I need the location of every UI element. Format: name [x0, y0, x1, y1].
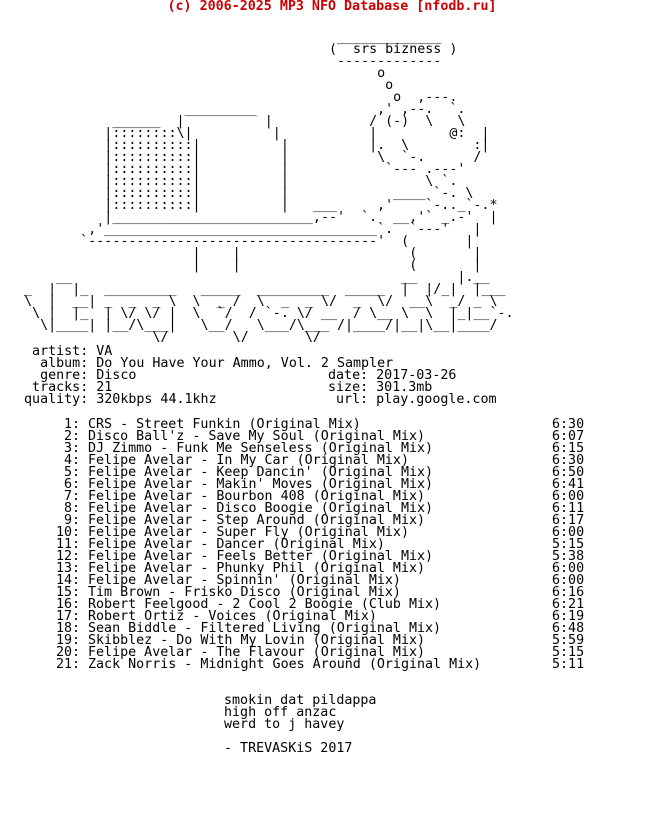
ascii-art-line: _ | |_ _________ _____ _________ _____ | |/_| |___: [8, 282, 506, 297]
track-title: Felipe Avelar - Step Around (Original Mix): [88, 513, 426, 528]
track-number: 5:: [56, 465, 81, 480]
track-time: 5:15: [552, 645, 585, 660]
nfodb-header: (c) 2006-2025 MP3 NFO Database [nfodb.ru]: [167, 0, 497, 14]
ascii-art-line: o: [8, 66, 386, 81]
ascii-art-line: \ | __| _ _ _ \ \ _ / \ _ _ \/ _ \/ __\ _/ _ \: [8, 294, 498, 309]
track-number: 13:: [56, 561, 81, 576]
track-time: 6:15: [552, 441, 585, 456]
track-time: 6:17: [552, 513, 585, 528]
ascii-art-line: ______ | | / (-) \ \: [8, 114, 466, 129]
ascii-art-line: |::::::::::| | \ `-. /: [8, 150, 482, 165]
track-title: Disco Ball'z - Save My Soul (Original Mix): [88, 429, 426, 444]
ascii-art-line: |::::::::::| | |. \ :|: [8, 138, 490, 153]
track-number: 20:: [56, 645, 81, 660]
ascii-art-line: o: [8, 78, 394, 93]
info-field: tracks: 21: [16, 380, 113, 395]
track-time: 6:07: [552, 429, 585, 444]
track-number: 11:: [56, 537, 81, 552]
track-number: 8:: [56, 501, 81, 516]
track-time: 6:00: [552, 525, 585, 540]
track-number: 7:: [56, 489, 81, 504]
track-time: 5:59: [552, 633, 585, 648]
track-title: Tim Brown - Frisko Disco (Original Mix): [88, 585, 401, 600]
greeting-line: werd to j havey: [224, 717, 345, 732]
track-number: 4:: [56, 453, 81, 468]
track-time: 6:50: [552, 465, 585, 480]
greeting-line: - TREVASKiS 2017: [224, 741, 353, 756]
ascii-art-line: \|____| |__/\___| \__/ \___/\___ /|____/|__|\__|____/: [8, 318, 498, 333]
track-time: 6:21: [552, 597, 585, 612]
track-number: 21:: [56, 657, 81, 672]
track-number: 12:: [56, 549, 81, 564]
ascii-art-line: `------------------------------------' ( |: [8, 234, 474, 249]
track-title: Felipe Avelar - Disco Boogie (Original Mix): [88, 501, 434, 516]
ascii-art-line: |::::::::::| | \ `.: [8, 174, 458, 189]
track-title: Felipe Avelar - Super Fly (Original Mix): [88, 525, 409, 540]
track-title: Felipe Avelar - Makin' Moves (Original Mix): [88, 477, 434, 492]
track-number: 18:: [56, 621, 81, 636]
ascii-art-line: |::::::::\| | | @: |: [8, 126, 490, 141]
ascii-art-line: \/ \/ \/: [8, 330, 321, 345]
track-number: 9:: [56, 513, 81, 528]
ascii-art-line: | | ( |: [8, 246, 482, 261]
track-title: Zack Norris - Midnight Goes Around (Original Mix): [88, 657, 482, 672]
ascii-art-line: |::::::::::| | ____ `-. \: [8, 186, 474, 201]
info-field: date: 2017-03-26: [328, 368, 457, 383]
track-time: 6:00: [552, 561, 585, 576]
ascii-art-line: o ,---.: [8, 90, 458, 105]
ascii-art-line: __ __ |.__: [8, 270, 490, 285]
track-title: Sean Biddle - Filtered Living (Original Mix): [88, 621, 442, 636]
ascii-art-line: _________ ,' ,--. `.: [8, 102, 466, 117]
track-number: 19:: [56, 633, 81, 648]
greeting-line: smokin dat pildappa: [224, 693, 377, 708]
track-time: 6:41: [552, 477, 585, 492]
track-title: Felipe Avelar - Bourbon 408 (Original Mix): [88, 489, 426, 504]
track-time: 6:48: [552, 621, 585, 636]
track-number: 2:: [56, 429, 81, 444]
track-time: 6:00: [552, 489, 585, 504]
track-title: Felipe Avelar - In My Car (Original Mix): [88, 453, 409, 468]
info-field: album: Do You Have Your Ammo, Vol. 2 Sampler: [16, 356, 394, 371]
info-field: quality: 320kbps 44.1khz: [16, 392, 217, 407]
track-time: 5:15: [552, 537, 585, 552]
track-time: 5:38: [552, 549, 585, 564]
ascii-art-line: ( srs bizness ): [8, 42, 458, 57]
ascii-art-line: ,'__________________________________`. `---' |: [8, 222, 482, 237]
track-number: 14:: [56, 573, 81, 588]
ascii-art-line: |::::::::::| | `--- .---': [8, 162, 466, 177]
track-number: 15:: [56, 585, 81, 600]
track-number: 3:: [56, 441, 81, 456]
track-title: Felipe Avelar - Dancer (Original Mix): [88, 537, 385, 552]
track-time: 6:11: [552, 501, 585, 516]
info-field: url: play.google.com: [328, 392, 497, 407]
track-title: Felipe Avelar - Spinnin' (Original Mix): [88, 573, 401, 588]
track-number: 1:: [56, 417, 81, 432]
track-title: Robert Feelgood - 2 Cool 2 Boogie (Club Mix): [88, 597, 442, 612]
greeting-line: high off anzac: [224, 705, 337, 720]
track-title: DJ Zimmo - Funk Me Senseless (Original Mix): [88, 441, 434, 456]
track-title: Skibblez - Do With My Lovin (Original Mix): [88, 633, 426, 648]
track-number: 6:: [56, 477, 81, 492]
ascii-art-line: |::::::::::| | ___ ,' `-.._`-.*: [8, 198, 498, 213]
ascii-art-line: _____________: [8, 30, 442, 45]
track-title: Felipe Avelar - Keep Dancin' (Original Mix): [88, 465, 434, 480]
info-field: genre: Disco: [16, 368, 137, 383]
track-time: 6:30: [552, 453, 585, 468]
track-time: 6:19: [552, 609, 585, 624]
track-number: 10:: [56, 525, 81, 540]
ascii-art-line: | | ( |: [8, 258, 482, 273]
track-time: 5:11: [552, 657, 585, 672]
track-number: 17:: [56, 609, 81, 624]
track-time: 6:16: [552, 585, 585, 600]
ascii-art-line: -------------: [8, 54, 442, 69]
info-field: artist: VA: [16, 344, 113, 359]
ascii-art-line: |_________________________,--' `. __,'` _.-' |: [8, 210, 498, 225]
track-title: CRS - Street Funkin (Original Mix): [88, 417, 361, 432]
ascii-art-line: \ | |_ | \/ \/ | \ `/ / `-. \/ __ / \__ \ \ |_|__`-.: [8, 306, 514, 321]
track-title: Felipe Avelar - Phunky Phil (Original Mix): [88, 561, 426, 576]
info-field: size: 301.3mb: [328, 380, 433, 395]
track-time: 6:30: [552, 417, 585, 432]
track-time: 6:00: [552, 573, 585, 588]
track-title: Felipe Avelar - The Flavour (Original Mix): [88, 645, 426, 660]
track-number: 16:: [56, 597, 81, 612]
track-title: Felipe Avelar - Feels Better (Original Mix): [88, 549, 434, 564]
track-title: Robert Ortiz - Voices (Original Mix): [88, 609, 377, 624]
